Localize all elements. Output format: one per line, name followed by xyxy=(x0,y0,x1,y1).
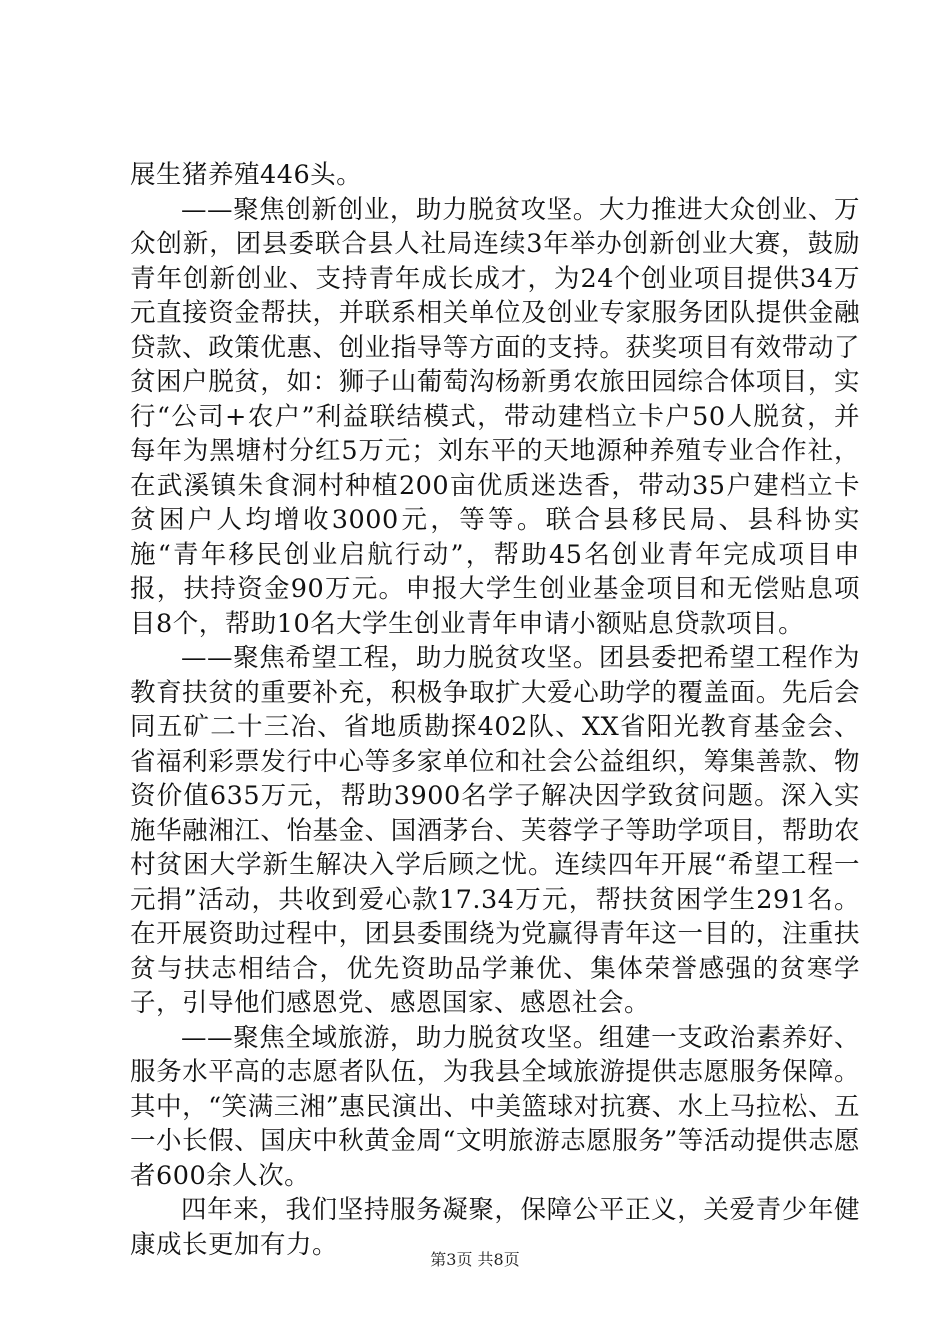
paragraph-tourism: ——聚焦全域旅游，助力脱贫攻坚。组建一支政治素养好、服务水平高的志愿者队伍，为我县全域旅游提供志愿服务保障。其中，“笑满三湘”惠民演出、中美篮球对抗赛、水上马拉松、五一小长假、国庆中秋黄金周“文明旅游志愿服务”等活动提供志愿者600余人次。 xyxy=(130,1022,860,1191)
document-body xyxy=(130,158,860,1262)
paragraph-1: 展生猪养殖446头。 xyxy=(130,160,363,190)
paragraph-summary: 四年来，我们坚持服务凝聚，保障公平正义，关爱青少年健康成长更加有力。 xyxy=(130,1195,860,1260)
paragraph-innovation: ——聚焦创新创业，助力脱贫攻坚。大力推进大众创业、万众创新，团县委联合县人社局连续3年举办创新创业大赛，鼓励青年创新创业、支持青年成长成才，为24个创业项目提供34万元直接资金帮扶，并联系相关单位及创业专家服务团队提供金融贷款、政策优惠、创业指导等方面的支持。获奖项目有效带动了贫困户脱贫，如：狮子山葡萄沟杨新勇农旅田园综合体项目，实行“公司+农户”利益联结模式，带动建档立卡户50人脱贫，并每年为黑塘村分红5万元；刘东平的天地源种养殖专业合作社，在武溪镇朱食洞村种植200亩优质迷迭香，带动35户建档立卡贫困户人均增收3000元，等等。联合县移民局、县科协实施“青年移民创业启航行动”，帮助45名创业青年完成项目申报，扶持资金90万元。申报大学生创业基金项目和无偿贴息项目8个，帮助10名大学生创业青年申请小额贴息贷款项目。 xyxy=(130,194,860,639)
page-footer: 第3页 共8页 xyxy=(430,1250,520,1269)
paragraph-hope-project: ——聚焦希望工程，助力脱贫攻坚。团县委把希望工程作为教育扶贫的重要补充，积极争取扩大爱心助学的覆盖面。先后会同五矿二十三冶、省地质勘探402队、XX省阳光教育基金会、省福利彩票发行中心等多家单位和社会公益组织，筹集善款、物资价值635万元，帮助3900名学子解决因学致贫问题。深入实施华融湘江、怡基金、国酒茅台、芙蓉学子等助学项目，帮助农村贫困大学新生解决入学后顾之忧。连续四年开展“希望工程一元捐”活动，共收到爱心款17.34万元，帮扶贫困学生291名。在开展资助过程中，团县委围绕为党赢得青年这一目的，注重扶贫与扶志相结合，优先资助品学兼优、集体荣誉感强的贫寒学子，引导他们感恩党、感恩国家、感恩社会。 xyxy=(130,643,860,1018)
